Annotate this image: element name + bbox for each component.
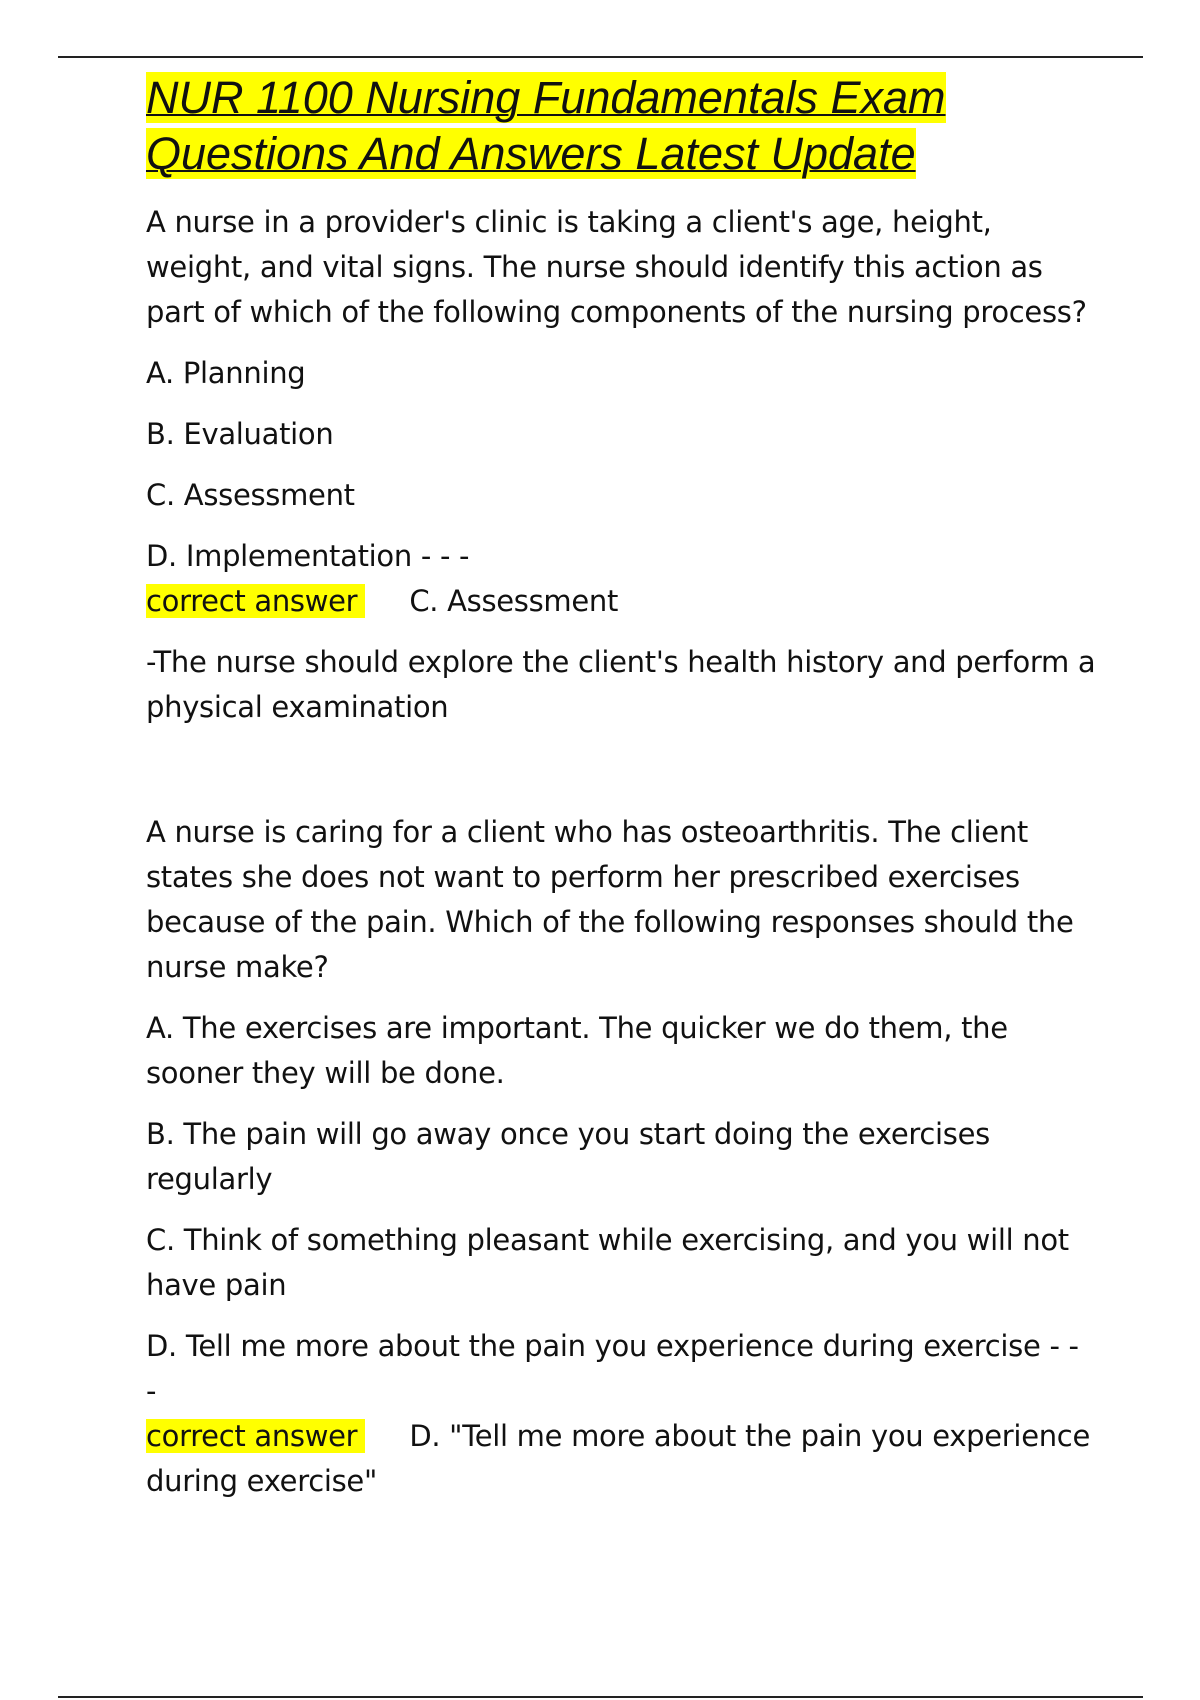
question-block-2 [146, 810, 1096, 1504]
correct-answer-highlight: correct answer [146, 584, 365, 618]
option-b: B. Evaluation [146, 417, 334, 451]
top-rule [58, 56, 1143, 58]
question-stem: A nurse is caring for a client who has osteoarthritis. The client states she does not want to perform her prescribed exercises because of the pain. Which of the following responses should the nurse make? [146, 815, 1074, 984]
answer-text: D. "Tell me more about the pain you experience during exercise" [146, 1419, 1090, 1498]
answer-text: C. Assessment [409, 584, 619, 618]
question-stem: A nurse in a provider's clinic is taking a client's age, height, weight, and vital signs. The nurse should identify this action as part of which of the following components of the nursing process? [146, 205, 1087, 329]
option-d: D. Tell me more about the pain you experience during exercise - - - [146, 1329, 1079, 1408]
document-body [146, 70, 1096, 1504]
option-a: A. The exercises are important. The quicker we do them, the sooner they will be done. [146, 1011, 1008, 1090]
answer-line [146, 579, 1096, 624]
correct-answer-highlight: correct answer [146, 1419, 365, 1453]
option-b: B. The pain will go away once you start doing the exercises regularly [146, 1117, 990, 1196]
question-block-1 [146, 200, 1096, 730]
answer-line [146, 1414, 1096, 1504]
document-title: NUR 1100 Nursing Fundamentals Exam Questions And Answers Latest Update [146, 72, 946, 179]
option-a: A. Planning [146, 356, 306, 390]
option-c: C. Assessment [146, 478, 355, 512]
option-d: D. Implementation - - - [146, 539, 470, 573]
option-c: C. Think of something pleasant while exercising, and you will not have pain [146, 1223, 1069, 1302]
rationale: -The nurse should explore the client's health history and perform a physical examination [146, 645, 1096, 724]
bottom-rule [58, 1696, 1143, 1698]
